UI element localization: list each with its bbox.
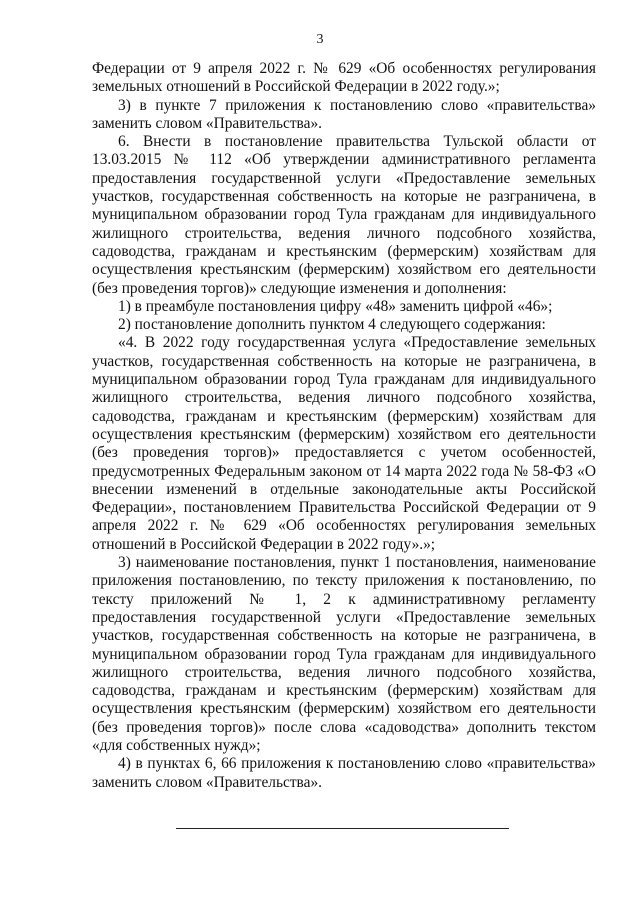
paragraph-item-4: 4) в пунктах 6, 66 приложения к постановлению слово «правительства» заменить словом «Правительства». <box>92 755 596 791</box>
paragraph-section-6: 6. Внести в постановление правительства Тульской области от 13.03.2015 № 112 «Об утверждении административного регламента предоставления государственной услуги «Предоставление земельных участков, государственная собственность на которые не разграничена, в муниципальном образовании город Тула гражданам для индивидуального жилищного строительства, ведения личного подсобного хозяйства, садоводства, гражданам и крестьянским (фермерским) хозяйствам для осуществления крестьянским (фермерским) хозяйством его деятельности (без проведения торгов)» следующие изменения и дополнения: <box>92 133 596 297</box>
paragraph-item-1: 1) в преамбуле постановления цифру «48» заменить цифрой «46»; <box>118 297 553 315</box>
paragraph-item-3-section-5: 3) в пункте 7 приложения к постановлению слово «правительства» заменить словом «Правительства». <box>92 96 596 132</box>
closing-divider <box>176 828 509 829</box>
paragraph-quoted-point-4: «4. В 2022 году государственная услуга «Предоставление земельных участков, государственная собственность на которые не разграничена, в муниципальном образовании город Тула гражданам для индивидуального жилищного строительства, ведения личного подсобного хозяйства, садоводства, гражданам и крестьянским (фермерским) хозяйствам для осуществления крестьянским (фермерским) хозяйством его деятельности (без проведения торгов)» предоставляется с учетом особенностей, предусмотренных Федеральным законом от 14 марта 2022 года № 58-ФЗ «О внесении изменений в отдельные законодательные акты Российской Федерации», постановлением Правительства Российской Федерации от 9 апреля 2022 г. № 629 «Об особенностях регулирования земельных отношений в Российской Федерации в 2022 году».»; <box>92 334 596 553</box>
paragraph-item-3: 3) наименование постановления, пункт 1 постановления, наименование приложения постановлению, по тексту приложения к постановлению, по тексту приложений № 1, 2 к административному регламенту предоставления государственной услуги «Предоставление земельных участков, государственная собственность на которые не разграничена, в муниципальном образовании город Тула гражданам для индивидуального жилищного строительства, ведения личного подсобного хозяйства, садоводства, гражданам и крестьянским (фермерским) хозяйствам для осуществления крестьянским (фермерским) хозяйством его деятельности (без проведения торгов)» после слова «садоводства» дополнить текстом «для собственных нужд»; <box>92 554 596 754</box>
page-number: 3 <box>316 32 324 47</box>
document-body <box>92 60 596 792</box>
paragraph-item-2: 2) постановление дополнить пунктом 4 следующего содержания: <box>118 316 546 334</box>
paragraph-continuation: Федерации от 9 апреля 2022 г. № 629 «Об особенностях регулирования земельных отношений в Российской Федерации в 2022 году.»; <box>92 60 596 96</box>
